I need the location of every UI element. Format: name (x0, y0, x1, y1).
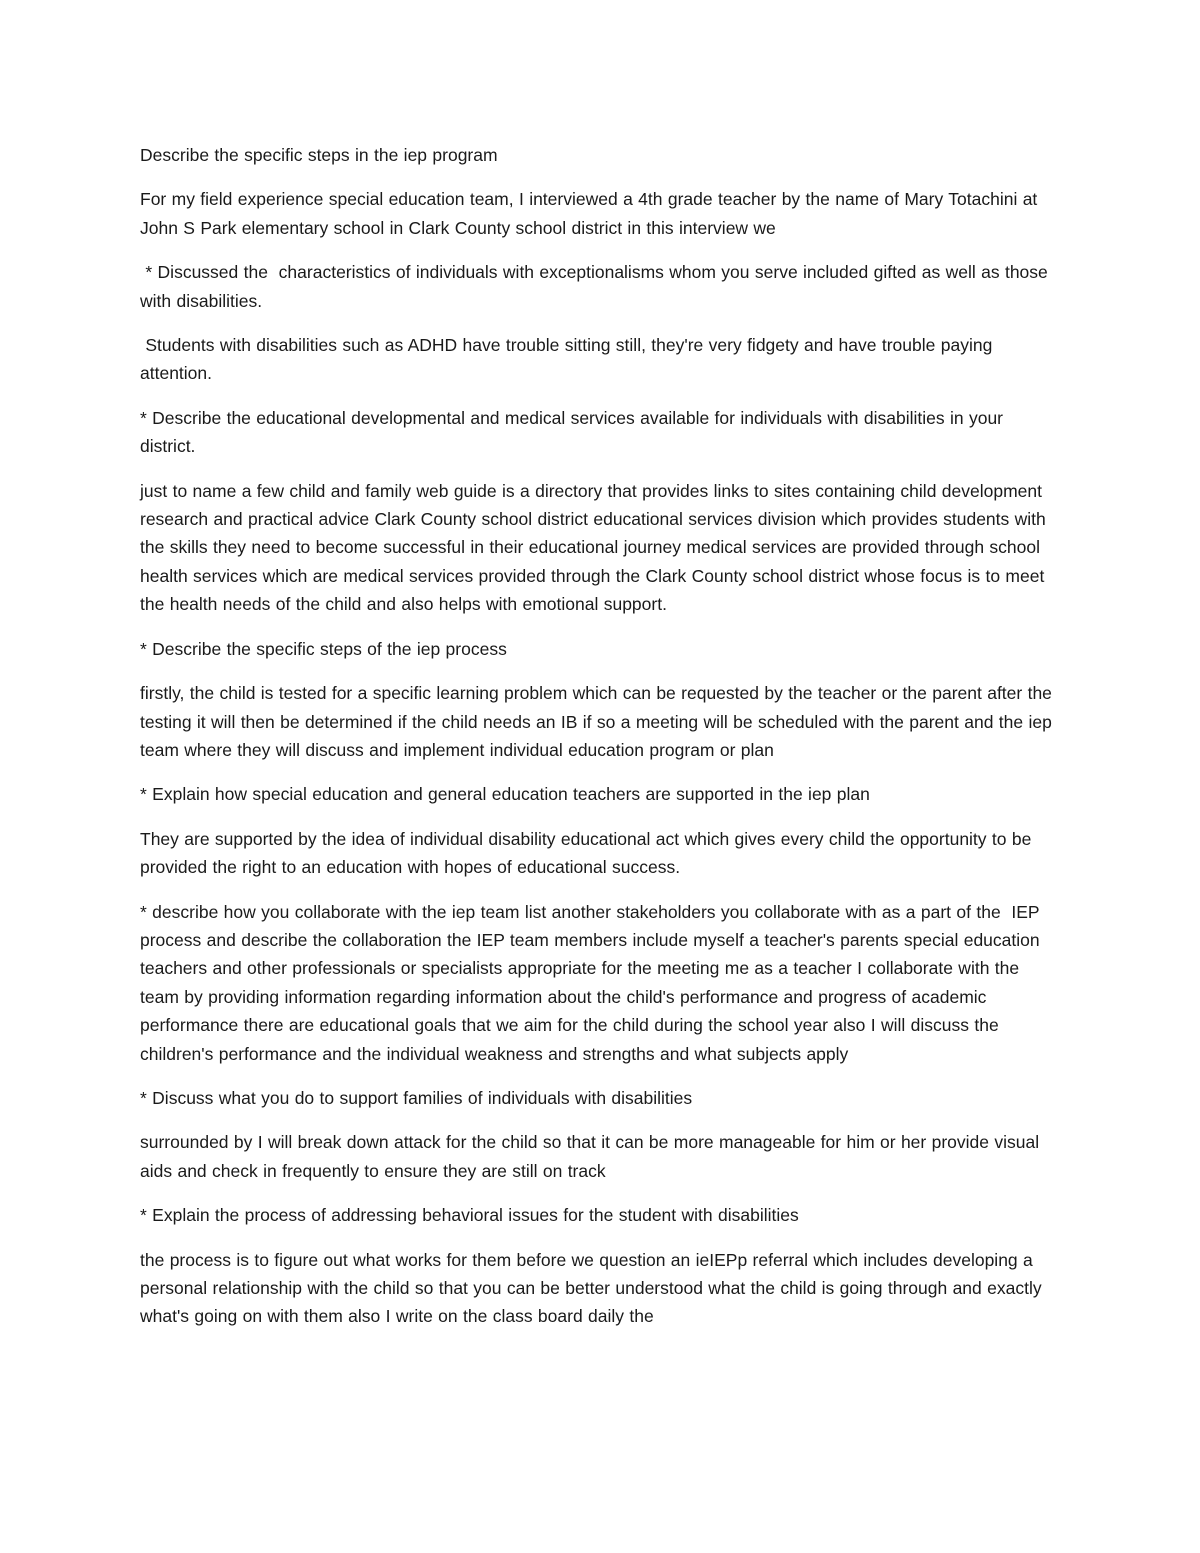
answer-teacher-support: They are supported by the idea of individual disability educational act which gives every child the opportunity to be provided the right to an education with hopes of educational success. (140, 828, 1037, 878)
question-answer-collaboration: * describe how you collaborate with the iep team list another stakeholders you collaborate with as a part of the IEP process and describe the collaboration the IEP team members include myself a teacher's parents special education teachers and other professionals or specialists appropriate for the meeting me as a teacher I collaborate with the team by providing information regarding information about the child's performance and progress of academic performance there are educational goals that we aim for the child during the school year also I will discuss the children's performance and the individual weakness and strengths and what subjects apply (140, 901, 1045, 1064)
question-teacher-support: * Explain how special education and general education teachers are supported in the iep plan (140, 784, 870, 805)
intro-paragraph: For my field experience special education team, I interviewed a 4th grade teacher by the name of Mary Totachini at John S Park elementary school in Clark County school district in this interview we (140, 189, 1043, 238)
question-characteristics: * Discussed the characteristics of individuals with exceptionalisms whom you serve included gifted as well as those with disabilities. (140, 262, 1054, 311)
answer-family-support: surrounded by I will break down attack for the child so that it can be more manageable for him or her provide visual aids and check in frequently to ensure they are still on track (140, 1132, 1045, 1181)
document-body (140, 141, 1060, 1347)
question-iep-steps: * Describe the specific steps of the iep process (140, 638, 507, 659)
answer-characteristics: Students with disabilities such as ADHD have trouble sitting still, they're very fidgety and have trouble paying attention. (140, 335, 998, 384)
answer-iep-steps: firstly, the child is tested for a specific learning problem which can be requested by the teacher or the parent after the testing it will then be determined if the child needs an IB if so a meeting will be scheduled with the parent and the iep team where they will discuss and implement individual education program or plan (140, 683, 1058, 760)
question-family-support: * Discuss what you do to support families of individuals with disabilities (140, 1087, 693, 1108)
question-services: * Describe the educational developmental and medical services available for individuals with disabilities in your district. (140, 407, 1009, 457)
document-title: Describe the specific steps in the iep program (140, 145, 498, 165)
answer-behavioral-issues: the process is to figure out what works for them before we question an ieIEPp referral which includes developing a personal relationship with the child so that you can be better understood what the child is going through and exactly what's going on with them also I write on the class board daily the (140, 1249, 1047, 1327)
question-behavioral-issues: * Explain the process of addressing behavioral issues for the student with disabilities (140, 1205, 799, 1226)
answer-services: just to name a few child and family web guide is a directory that provides links to sites containing child development research and practical advice Clark County school district educational services division which provides students with the skills they need to become successful in their educational journey medical services are provided through school health services which are medical services provided through the Clark County school district whose focus is to meet the health needs of the child and also helps with emotional support. (140, 480, 1052, 615)
